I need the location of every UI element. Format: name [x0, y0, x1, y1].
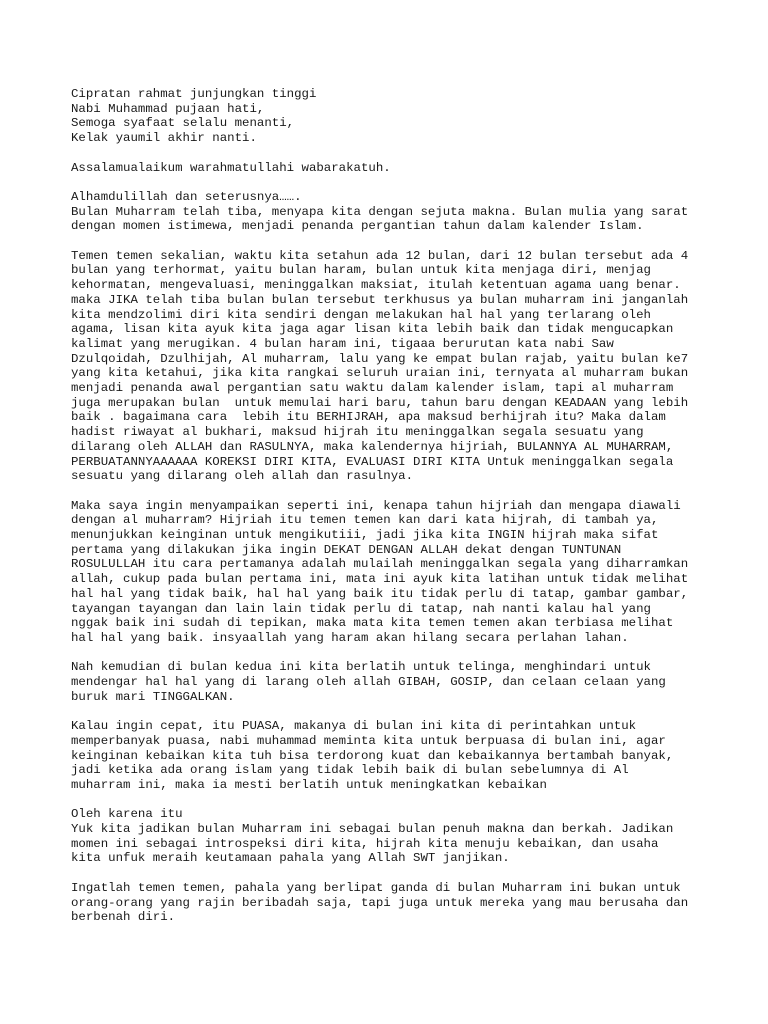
text-line: juga merupakan bulan untuk memulai hari baru, tahun baru dengan KEADAAN yang lebih [71, 395, 689, 410]
text-line: Oleh karena itu [71, 807, 183, 822]
text-line: menjadi penanda awal pergantian satu waktu dalam kalender islam, tapi al muharram [71, 381, 674, 396]
text-line: baik . bagaimana cara lebih itu BERHIJRAH, apa maksud berhijrah itu? Maka dalam [71, 410, 666, 425]
text-line: Dzulqoidah, Dzulhijah, Al muharram, lalu yang ke empat bulan rajab, yaitu bulan ke7 [71, 351, 689, 366]
text-line: keinginan kebaikan kita tuh bisa terdorong kuat dan kebaikannya bertambah banyak, [71, 748, 674, 763]
text-line: jadi ketika ada orang islam yang tidak lebih baik di bulan sebelumnya di Al [71, 763, 629, 778]
text-line: kita unfuk meraih keutamaan pahala yang Allah SWT janjikan. [71, 851, 510, 866]
paragraph [71, 660, 751, 704]
text-line: mendengar hal hal yang di larang oleh allah GIBAH, GOSIP, dan celaan celaan yang [71, 675, 666, 690]
text-line: sesuatu yang dilarang oleh allah dan rasulnya. [71, 469, 414, 484]
text-line: Nabi Muhammad pujaan hati, [71, 101, 265, 116]
paragraph [71, 190, 751, 234]
text-line: Nah kemudian di bulan kedua ini kita berlatih untuk telinga, menghindari untuk [71, 660, 651, 675]
paragraph [71, 807, 751, 866]
text-line: memperbanyak puasa, nabi muhammad meminta kita untuk berpuasa di bulan ini, agar [71, 733, 666, 748]
paragraph [71, 161, 751, 176]
text-line: orang-orang yang rajin beribadah saja, tapi juga untuk mereka yang mau berusaha dan [71, 895, 689, 910]
paragraph [71, 249, 751, 484]
text-line: muharram ini, maka ia mesti berlatih untuk meningkatkan kebaikan [71, 777, 547, 792]
text-line: Kalau ingin cepat, itu PUASA, makanya di bulan ini kita di perintahkan untuk [71, 719, 637, 734]
text-line: kehormatan, mengevaluasi, meninggalkan maksiat, itulah ketentuan agama uang benar. [71, 278, 681, 293]
text-line: berbenah diri. [71, 910, 176, 925]
text-line: tayangan tayangan dan lain lain tidak perlu di tatap, nah nanti kalau hal yang [71, 601, 651, 616]
text-line: Yuk kita jadikan bulan Muharram ini sebagai bulan penuh makna dan berkah. Jadikan [71, 822, 674, 837]
text-line: nggak baik ini sudah di tepikan, maka mata kita temen temen akan terbiasa melihat [71, 616, 674, 631]
text-line: Maka saya ingin menyampaikan seperti ini, kenapa tahun hijriah dan mengapa diawali [71, 498, 681, 513]
text-line: kalimat yang merugikan. 4 bulan haram ini, tigaaa berurutan kata nabi Saw [71, 336, 614, 351]
text-line: PERBUATANNYAAAAAA KOREKSI DIRI KITA, EVALUASI DIRI KITA Untuk meninggalkan segala [71, 454, 674, 469]
text-line: hal hal yang baik. insyaallah yang haram akan hilang secara perlahan lahan. [71, 630, 629, 645]
text-line: dilarang oleh ALLAH dan RASULNYA, maka kalendernya hijriah, BULANNYA AL MUHARRAM, [71, 439, 674, 454]
text-line: ROSULULLAH itu cara pertamanya adalah mulailah meninggalkan segala yang diharramkan [71, 557, 689, 572]
text-line: yang kita ketahui, jika kita rangkai seluruh uraian ini, ternyata al muharram bukan [71, 366, 689, 381]
text-line: Kelak yaumil akhir nanti. [71, 131, 257, 146]
text-line: Temen temen sekalian, waktu kita setahun ada 12 bulan, dari 12 bulan tersebut ada 4 [71, 248, 689, 263]
text-line: kita mendzolimi diri kita sendiri dengan melakukan hal hal yang terlarang oleh [71, 307, 651, 322]
paragraph [71, 719, 751, 793]
text-line: agama, lisan kita ayuk kita jaga agar lisan kita lebih baik dan tidak mengucapkan [71, 322, 674, 337]
paragraph [71, 881, 751, 925]
text-line: Assalamualaikum warahmatullahi wabarakatuh. [71, 160, 391, 175]
text-line: bulan yang terhormat, yaitu bulan haram, bulan untuk kita menjaga diri, menjag [71, 263, 651, 278]
text-line: Ingatlah temen temen, pahala yang berlipat ganda di bulan Muharram ini bukan untuk [71, 880, 681, 895]
text-line: hadist riwayat al bukhari, maksud hijrah itu meninggalkan segala sesuatu yang [71, 425, 644, 440]
text-line: momen ini sebagai introspeksi diri kita, hijrah kita menuju kebaikan, dan usaha [71, 836, 659, 851]
text-line: Semoga syafaat selalu menanti, [71, 116, 295, 131]
text-line: dengan momen istimewa, menjadi penanda pergantian tahun dalam kalender Islam. [71, 219, 644, 234]
text-line: Bulan Muharram telah tiba, menyapa kita dengan sejuta makna. Bulan mulia yang sarat [71, 204, 689, 219]
text-line: buruk mari TINGGALKAN. [71, 689, 235, 704]
paragraph [71, 499, 751, 646]
text-line: dengan al muharram? Hijriah itu temen temen kan dari kata hijrah, di tambah ya, [71, 513, 659, 528]
paragraph [71, 87, 751, 146]
text-line: hal hal yang tidak baik, hal hal yang baik itu tidak perlu di tatap, gambar gambar, [71, 586, 689, 601]
document-page [71, 87, 751, 940]
text-line: pertama yang dilakukan jika ingin DEKAT DENGAN ALLAH dekat dengan TUNTUNAN [71, 542, 622, 557]
text-line: menunjukkan keinginan untuk mengikutiii, jadi jika kita INGIN hijrah maka sifat [71, 528, 659, 543]
text-line: maka JIKA telah tiba bulan bulan tersebut terkhusus ya bulan muharram ini janganlah [71, 292, 689, 307]
text-line: Alhamdulillah dan seterusnya……. [71, 189, 302, 204]
text-line: Cipratan rahmat junjungkan tinggi [71, 87, 317, 101]
text-line: allah, cukup pada bulan pertama ini, mata ini ayuk kita latihan untuk tidak melihat [71, 572, 689, 587]
